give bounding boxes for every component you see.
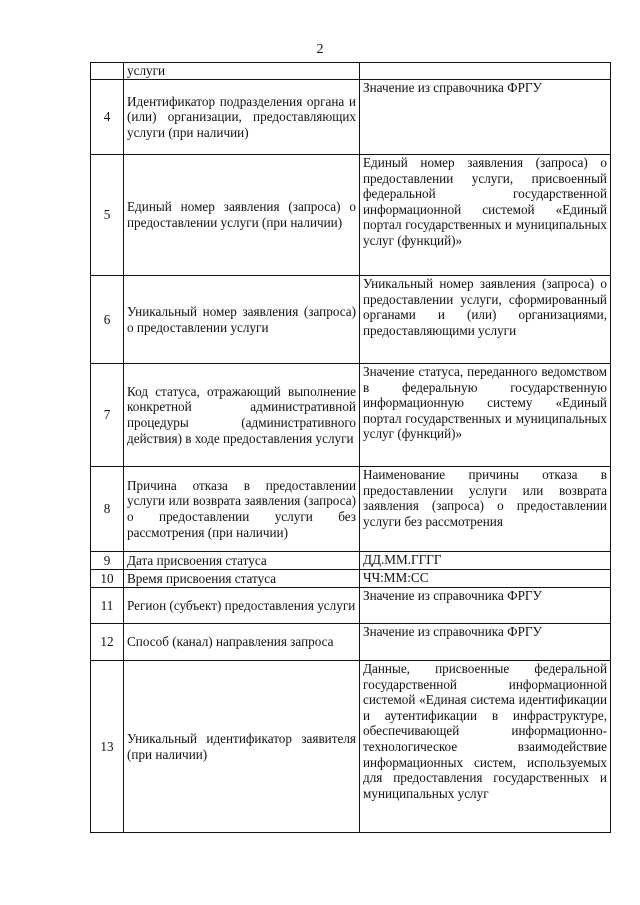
- row-number: 11: [91, 588, 124, 624]
- table-row: [91, 63, 611, 80]
- table-row: [91, 661, 611, 833]
- row-number: 8: [91, 467, 124, 552]
- field-name: Идентификатор подразделения органа и (или) организации, предоставляющих услуги (при наличии): [124, 80, 360, 155]
- table-row: [91, 276, 611, 364]
- field-name: Регион (субъект) предоставления услуги: [124, 588, 360, 624]
- field-name: Способ (канал) направления запроса: [124, 624, 360, 661]
- row-number: 10: [91, 570, 124, 588]
- table-row: [91, 467, 611, 552]
- field-value: ДД.ММ.ГГГГ: [360, 552, 611, 570]
- field-name: услуги: [124, 63, 360, 80]
- field-name: Уникальный номер заявления (запроса) о предоставлении услуги: [124, 276, 360, 364]
- row-number: 13: [91, 661, 124, 833]
- field-value: Наименование причины отказа в предоставлении услуги или возврата заявления (запроса) о предоставлении услуги без рассмотрения: [360, 467, 611, 552]
- row-number: 4: [91, 80, 124, 155]
- table-row: [91, 155, 611, 276]
- row-number: 6: [91, 276, 124, 364]
- row-number: [91, 63, 124, 80]
- field-name: Причина отказа в предоставлении услуги или возврата заявления (запроса) о предоставлении услуги без рассмотрения (при наличии): [124, 467, 360, 552]
- table-row: [91, 364, 611, 467]
- field-value: Значение статуса, переданного ведомством в федеральную государственную информационную систему «Единый портал государственных и муниципальных услуг (функций)»: [360, 364, 611, 467]
- table-row: [91, 588, 611, 624]
- table-row: [91, 80, 611, 155]
- row-number: 5: [91, 155, 124, 276]
- field-name: Уникальный идентификатор заявителя (при наличии): [124, 661, 360, 833]
- field-value: Значение из справочника ФРГУ: [360, 624, 611, 661]
- field-name: Время присвоения статуса: [124, 570, 360, 588]
- field-name: Код статуса, отражающий выполнение конкретной административной процедуры (административного действия) в ходе предоставления услуги: [124, 364, 360, 467]
- table-row: [91, 552, 611, 570]
- field-value: ЧЧ:ММ:СС: [360, 570, 611, 588]
- page-number: 2: [316, 42, 324, 57]
- field-value: Данные, присвоенные федеральной государственной информационной системой «Единая система идентификации и аутентификации в инфраструктуре, обеспечивающей информационно-технологическое взаимодействие информационных систем, используемых для предоставления государственных и муниципальных услуг: [360, 661, 611, 833]
- table-row: [91, 624, 611, 661]
- row-number: 7: [91, 364, 124, 467]
- table-row: [91, 570, 611, 588]
- row-number: 9: [91, 552, 124, 570]
- status-fields-table: [90, 62, 611, 833]
- field-value: Единый номер заявления (запроса) о предоставлении услуги, присвоенный федеральной государственной информационной системой «Единый портал государственных и муниципальных услуг (функций)»: [360, 155, 611, 276]
- field-value: [360, 63, 611, 80]
- field-value: Значение из справочника ФРГУ: [360, 588, 611, 624]
- field-value: Уникальный номер заявления (запроса) о предоставлении услуги, сформированный органами и (или) организациями, предоставляющими услуги: [360, 276, 611, 364]
- field-name: Единый номер заявления (запроса) о предоставлении услуги (при наличии): [124, 155, 360, 276]
- field-name: Дата присвоения статуса: [124, 552, 360, 570]
- row-number: 12: [91, 624, 124, 661]
- field-value: Значение из справочника ФРГУ: [360, 80, 611, 155]
